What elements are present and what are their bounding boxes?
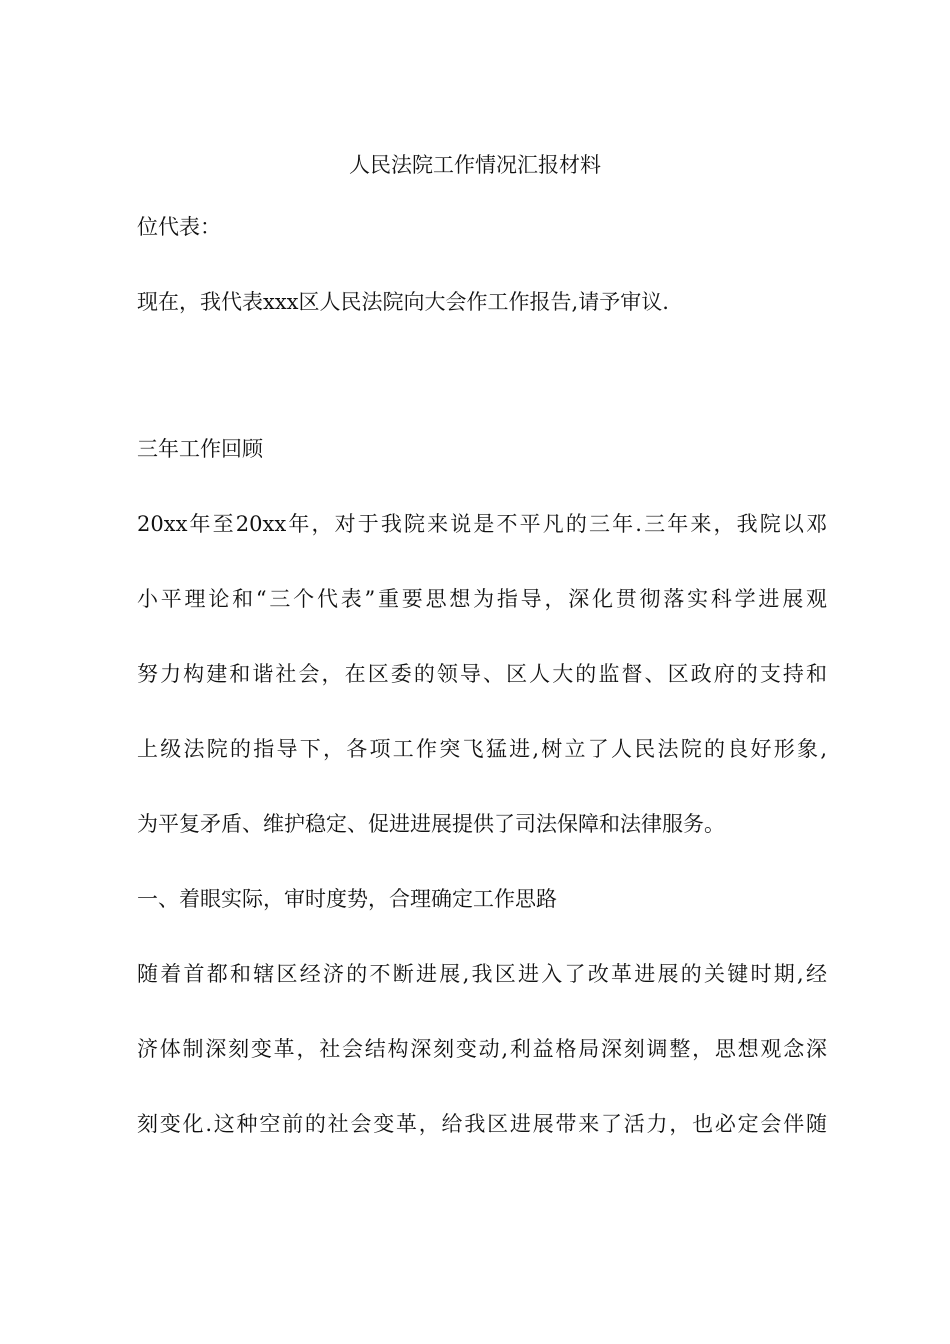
document-title: 人民法院工作情况汇报材料 [349,153,601,177]
paragraph-line: 小平理论和“三个代表”重要思想为指导，深化贯彻落实科学进展观 [137,587,827,611]
paragraph-line: 为平复矛盾、维护稳定、促进进展提供了司法保障和法律服务。 [137,812,725,836]
paragraph-line: 济体制深刻变革，社会结构深刻变动,利益格局深刻调整，思想观念深 [137,1037,827,1061]
paragraph-line: 随着首都和辖区经济的不断进展,我区进入了改革进展的关键时期,经 [137,962,827,986]
salutation: 位代表： [137,215,221,239]
section-heading: 三年工作回顾 [137,437,263,461]
paragraph-line: 刻变化.这种空前的社会变革，给我区进展带来了活力，也必定会伴随 [137,1112,827,1136]
paragraph-line: 努力构建和谐社会，在区委的领导、区人大的监督、区政府的支持和 [137,662,827,686]
subheading: 一、着眼实际，审时度势，合理确定工作思路 [137,887,557,911]
paragraph-line: 20xx年至20xx年，对于我院来说是不平凡的三年.三年来，我院以邓 [137,512,827,536]
intro-paragraph: 现在，我代表xxx区人民法院向大会作工作报告,请予审议. [137,290,669,314]
paragraph-line: 上级法院的指导下，各项工作突飞猛进,树立了人民法院的良好形象, [137,737,827,761]
